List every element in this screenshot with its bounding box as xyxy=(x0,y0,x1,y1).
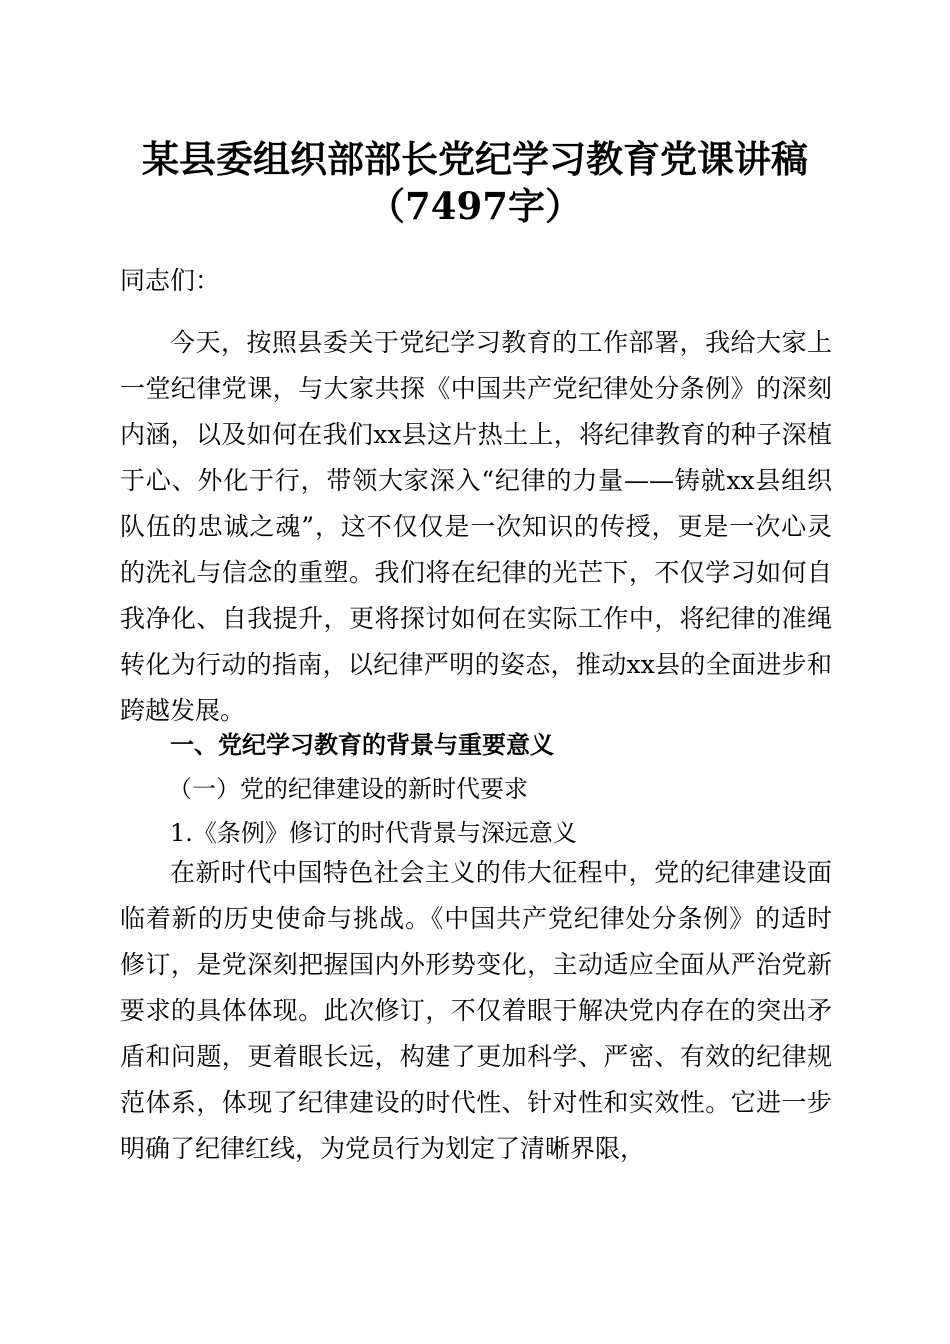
body-paragraph: 在新时代中国特色社会主义的伟大征程中，党的纪律建设面临着新的历史使命与挑战。《中国共产党纪律处分条例》的适时修订，是党深刻把握国内外形势变化，主动适应全面从严治党新要求的具体体现。此次修订，不仅着眼于解决党内存在的突出矛盾和问题，更着眼长远，构建了更加科学、严密、有效的纪律规范体系，体现了纪律建设的时代性、针对性和实效性。它进一步明确了纪律红线，为党员行为划定了清晰界限， xyxy=(120,858,832,1163)
item-heading: 1.《条例》修订的时代背景与深远意义 xyxy=(170,819,577,847)
document-word-count: （7497字） xyxy=(368,184,582,228)
section-heading: 一、党纪学习教育的背景与重要意义 xyxy=(170,731,554,759)
salutation: 同志们： xyxy=(120,266,221,295)
intro-paragraph: 今天，按照县委关于党纪学习教育的工作部署，我给大家上一堂纪律党课，与大家共探《中国共产党纪律处分条例》的深刻内涵，以及如何在我们xx县这片热土上，将纪律教育的种子深植于心、外化于行，带领大家深入“纪律的力量——铸就xx县组织队伍的忠诚之魂”，这不仅仅是一次知识的传授，更是一次心灵的洗礼与信念的重塑。我们将在纪律的光芒下，不仅学习如何自我净化、自我提升，更将探讨如何在实际工作中，将纪律的准绳转化为行动的指南，以纪律严明的姿态，推动xx县的全面进步和跨越发展。 xyxy=(120,328,832,725)
subsection-heading: （一）党的纪律建设的新时代要求 xyxy=(168,775,528,803)
document-title: 某县委组织部部长党纪学习教育党课讲稿 xyxy=(142,137,808,181)
